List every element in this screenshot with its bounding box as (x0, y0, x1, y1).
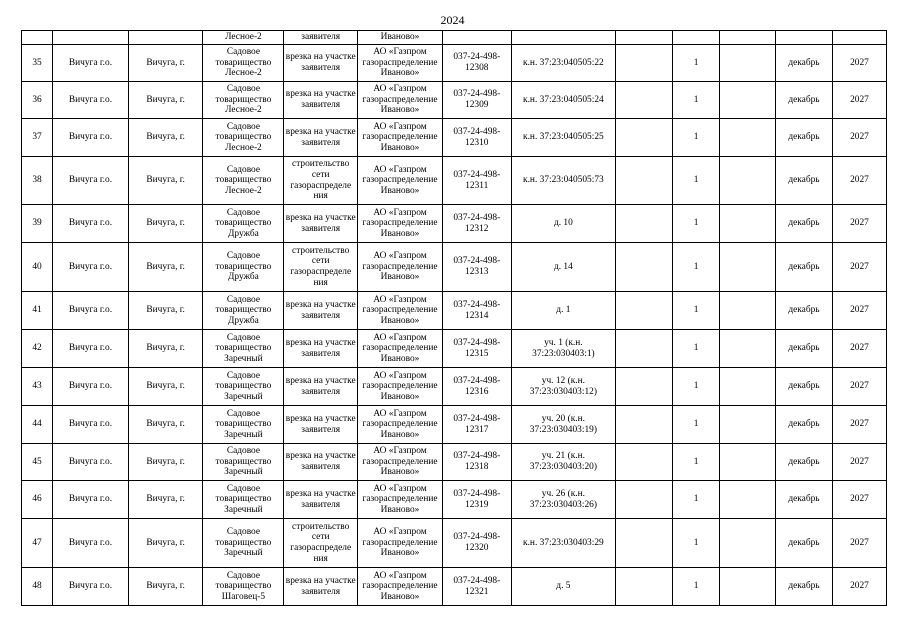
cell-quantity: 1 (673, 82, 720, 119)
cell-address: к.н. 37:23:040505:73 (511, 157, 616, 205)
cell-year: 2027 (832, 119, 886, 157)
cell-work-type: строительство сети газораспределе ния (284, 519, 358, 568)
cell-year: 2027 (832, 157, 886, 205)
cell-quantity: 1 (673, 157, 720, 205)
cell-quantity: 1 (673, 568, 720, 606)
cell-month: декабрь (775, 568, 832, 606)
cell-locality (128, 31, 203, 45)
cell-blank (616, 119, 673, 157)
cell-district: Вичуга г.о. (53, 82, 129, 119)
cell-locality: Вичуга, г. (128, 406, 203, 444)
cell-year: 2027 (832, 243, 886, 292)
cell-address: к.н. 37:23:030403:29 (511, 519, 616, 568)
cell-year: 2027 (832, 368, 886, 406)
cell-address: уч. 26 (к.н. 37:23:030403:26) (511, 481, 616, 519)
cell-district: Вичуга г.о. (53, 157, 129, 205)
cell-month: декабрь (775, 292, 832, 330)
cell-month: декабрь (775, 406, 832, 444)
cell-blank (719, 568, 775, 606)
cell-locality: Вичуга, г. (128, 205, 203, 243)
cell-address: уч. 20 (к.н. 37:23:030403:19) (511, 406, 616, 444)
cell-address: к.н. 37:23:040505:24 (511, 82, 616, 119)
cell-quantity: 1 (673, 481, 720, 519)
cell-district: Вичуга г.о. (53, 368, 129, 406)
cell-quantity: 1 (673, 444, 720, 481)
cell-object: Садовое товарищество Заречный (203, 330, 284, 368)
cell-year (832, 31, 886, 45)
cell-address: д. 10 (511, 205, 616, 243)
cell-work-type: врезка на участке заявителя (284, 568, 358, 606)
cell-quantity: 1 (673, 205, 720, 243)
cell-month: декабрь (775, 444, 832, 481)
cell-blank (616, 330, 673, 368)
table-row (22, 157, 887, 205)
cell-work-type: строительство сети газораспределе ния (284, 157, 358, 205)
cell-code: 037-24-498-12321 (443, 568, 511, 606)
cell-object: Садовое товарищество Шаговец-5 (203, 568, 284, 606)
cell-number: 44 (22, 406, 53, 444)
cell-year: 2027 (832, 292, 886, 330)
cell-number: 46 (22, 481, 53, 519)
cell-district: Вичуга г.о. (53, 243, 129, 292)
cell-blank (719, 45, 775, 82)
cell-blank (719, 519, 775, 568)
cell-object: Садовое товарищество Заречный (203, 481, 284, 519)
cell-blank (616, 406, 673, 444)
cell-blank (719, 481, 775, 519)
cell-locality: Вичуга, г. (128, 243, 203, 292)
cell-blank (616, 82, 673, 119)
cell-code: 037-24-498-12310 (443, 119, 511, 157)
cell-object: Садовое товарищество Лесное-2 (203, 119, 284, 157)
cell-locality: Вичуга, г. (128, 481, 203, 519)
cell-district: Вичуга г.о. (53, 568, 129, 606)
cell-object: Садовое товарищество Заречный (203, 368, 284, 406)
cell-quantity: 1 (673, 292, 720, 330)
cell-year: 2027 (832, 568, 886, 606)
cell-blank (719, 82, 775, 119)
cell-year: 2027 (832, 406, 886, 444)
table-row (22, 330, 887, 368)
cell-number: 36 (22, 82, 53, 119)
cell-organization: АО «Газпром газораспределение Иваново» (358, 157, 443, 205)
cell-address: уч. 21 (к.н. 37:23:030403:20) (511, 444, 616, 481)
cell-blank (616, 568, 673, 606)
cell-address: д. 14 (511, 243, 616, 292)
cell-organization: АО «Газпром газораспределение Иваново» (358, 205, 443, 243)
table-row (22, 119, 887, 157)
cell-number: 41 (22, 292, 53, 330)
cell-object: Садовое товарищество Лесное-2 (203, 82, 284, 119)
cell-code: 037-24-498-12314 (443, 292, 511, 330)
cell-blank (616, 292, 673, 330)
cell-object: Садовое товарищество Дружба (203, 243, 284, 292)
cell-code: 037-24-498-12313 (443, 243, 511, 292)
cell-number: 45 (22, 444, 53, 481)
table-row (22, 205, 887, 243)
cell-number: 48 (22, 568, 53, 606)
cell-code: 037-24-498-12312 (443, 205, 511, 243)
cell-district: Вичуга г.о. (53, 119, 129, 157)
table-row (22, 519, 887, 568)
table-row (22, 243, 887, 292)
cell-work-type: врезка на участке заявителя (284, 444, 358, 481)
cell-year: 2027 (832, 519, 886, 568)
cell-quantity: 1 (673, 119, 720, 157)
cell-address: д. 5 (511, 568, 616, 606)
cell-month: декабрь (775, 481, 832, 519)
table-row (22, 406, 887, 444)
table-row (22, 568, 887, 606)
cell-blank (616, 481, 673, 519)
cell-number: 38 (22, 157, 53, 205)
cell-month: декабрь (775, 119, 832, 157)
cell-organization: АО «Газпром газораспределение Иваново» (358, 119, 443, 157)
cell-blank (719, 157, 775, 205)
page-number: 2024 (440, 13, 465, 27)
cell-number: 43 (22, 368, 53, 406)
cell-organization: АО «Газпром газораспределение Иваново» (358, 45, 443, 82)
cell-blank (719, 243, 775, 292)
cell-locality: Вичуга, г. (128, 444, 203, 481)
cell-work-type: врезка на участке заявителя (284, 45, 358, 82)
cell-address (511, 31, 616, 45)
cell-work-type: заявителя (284, 31, 358, 45)
cell-organization: АО «Газпром газораспределение Иваново» (358, 243, 443, 292)
cell-year: 2027 (832, 330, 886, 368)
cell-number: 39 (22, 205, 53, 243)
cell-district: Вичуга г.о. (53, 481, 129, 519)
cell-number (22, 31, 53, 45)
cell-work-type: врезка на участке заявителя (284, 82, 358, 119)
cell-blank (616, 368, 673, 406)
cell-district: Вичуга г.о. (53, 444, 129, 481)
cell-organization: АО «Газпром газораспределение Иваново» (358, 292, 443, 330)
cell-blank (719, 205, 775, 243)
cell-work-type: врезка на участке заявителя (284, 330, 358, 368)
cell-blank (719, 444, 775, 481)
cell-number: 35 (22, 45, 53, 82)
cell-month: декабрь (775, 519, 832, 568)
cell-code: 037-24-498-12311 (443, 157, 511, 205)
table-row (22, 45, 887, 82)
cell-blank (616, 205, 673, 243)
cell-blank (616, 45, 673, 82)
cell-address: д. 1 (511, 292, 616, 330)
cell-object: Садовое товарищество Дружба (203, 292, 284, 330)
cell-month: декабрь (775, 330, 832, 368)
cell-work-type: строительство сети газораспределе ния (284, 243, 358, 292)
cell-year: 2027 (832, 45, 886, 82)
cell-code (443, 31, 511, 45)
cell-address: уч. 12 (к.н. 37:23:030403:12) (511, 368, 616, 406)
cell-locality: Вичуга, г. (128, 519, 203, 568)
data-table (21, 30, 887, 606)
cell-work-type: врезка на участке заявителя (284, 368, 358, 406)
cell-month: декабрь (775, 368, 832, 406)
cell-code: 037-24-498-12316 (443, 368, 511, 406)
cell-organization: АО «Газпром газораспределение Иваново» (358, 481, 443, 519)
cell-object: Садовое товарищество Лесное-2 (203, 45, 284, 82)
table-row (22, 31, 887, 45)
cell-blank (616, 157, 673, 205)
cell-quantity: 1 (673, 45, 720, 82)
cell-blank (616, 519, 673, 568)
cell-code: 037-24-498-12317 (443, 406, 511, 444)
cell-year: 2027 (832, 205, 886, 243)
cell-number: 40 (22, 243, 53, 292)
cell-blank (616, 31, 673, 45)
cell-district: Вичуга г.о. (53, 292, 129, 330)
cell-number: 37 (22, 119, 53, 157)
cell-blank (719, 292, 775, 330)
cell-year: 2027 (832, 444, 886, 481)
cell-month: декабрь (775, 243, 832, 292)
cell-year: 2027 (832, 481, 886, 519)
cell-code: 037-24-498-12309 (443, 82, 511, 119)
cell-blank (719, 406, 775, 444)
cell-work-type: врезка на участке заявителя (284, 481, 358, 519)
cell-blank (616, 243, 673, 292)
cell-object: Садовое товарищество Дружба (203, 205, 284, 243)
cell-object: Садовое товарищество Лесное-2 (203, 157, 284, 205)
cell-code: 037-24-498-12320 (443, 519, 511, 568)
cell-organization: АО «Газпром газораспределение Иваново» (358, 568, 443, 606)
cell-blank (719, 31, 775, 45)
cell-object: Садовое товарищество Заречный (203, 406, 284, 444)
table-row (22, 82, 887, 119)
cell-locality: Вичуга, г. (128, 292, 203, 330)
cell-object: Садовое товарищество Заречный (203, 444, 284, 481)
cell-quantity: 1 (673, 406, 720, 444)
cell-number: 47 (22, 519, 53, 568)
cell-locality: Вичуга, г. (128, 82, 203, 119)
cell-organization: АО «Газпром газораспределение Иваново» (358, 519, 443, 568)
cell-code: 037-24-498-12319 (443, 481, 511, 519)
cell-locality: Вичуга, г. (128, 330, 203, 368)
cell-district: Вичуга г.о. (53, 205, 129, 243)
cell-locality: Вичуга, г. (128, 45, 203, 82)
cell-locality: Вичуга, г. (128, 157, 203, 205)
cell-district: Вичуга г.о. (53, 406, 129, 444)
cell-address: к.н. 37:23:040505:25 (511, 119, 616, 157)
cell-work-type: врезка на участке заявителя (284, 406, 358, 444)
cell-organization: Иваново» (358, 31, 443, 45)
cell-month (775, 31, 832, 45)
cell-quantity: 1 (673, 368, 720, 406)
cell-code: 037-24-498-12315 (443, 330, 511, 368)
cell-number: 42 (22, 330, 53, 368)
cell-object: Лесное-2 (203, 31, 284, 45)
cell-code: 037-24-498-12308 (443, 45, 511, 82)
cell-month: декабрь (775, 157, 832, 205)
cell-blank (719, 119, 775, 157)
cell-quantity: 1 (673, 519, 720, 568)
cell-address: к.н. 37:23:040505:22 (511, 45, 616, 82)
cell-locality: Вичуга, г. (128, 568, 203, 606)
cell-district: Вичуга г.о. (53, 330, 129, 368)
cell-quantity (673, 31, 720, 45)
cell-locality: Вичуга, г. (128, 119, 203, 157)
cell-organization: АО «Газпром газораспределение Иваново» (358, 406, 443, 444)
cell-work-type: врезка на участке заявителя (284, 119, 358, 157)
cell-address: уч. 1 (к.н. 37:23:030403:1) (511, 330, 616, 368)
cell-year: 2027 (832, 82, 886, 119)
cell-organization: АО «Газпром газораспределение Иваново» (358, 368, 443, 406)
cell-blank (719, 330, 775, 368)
cell-object: Садовое товарищество Заречный (203, 519, 284, 568)
cell-work-type: врезка на участке заявителя (284, 205, 358, 243)
table-row (22, 368, 887, 406)
table-row (22, 481, 887, 519)
cell-organization: АО «Газпром газораспределение Иваново» (358, 82, 443, 119)
cell-locality: Вичуга, г. (128, 368, 203, 406)
cell-month: декабрь (775, 205, 832, 243)
table-row (22, 444, 887, 481)
cell-blank (719, 368, 775, 406)
cell-month: декабрь (775, 45, 832, 82)
cell-month: декабрь (775, 82, 832, 119)
cell-work-type: врезка на участке заявителя (284, 292, 358, 330)
cell-organization: АО «Газпром газораспределение Иваново» (358, 330, 443, 368)
cell-code: 037-24-498-12318 (443, 444, 511, 481)
table-row (22, 292, 887, 330)
cell-blank (616, 444, 673, 481)
cell-district (53, 31, 129, 45)
cell-quantity: 1 (673, 330, 720, 368)
cell-quantity: 1 (673, 243, 720, 292)
cell-organization: АО «Газпром газораспределение Иваново» (358, 444, 443, 481)
cell-district: Вичуга г.о. (53, 519, 129, 568)
cell-district: Вичуга г.о. (53, 45, 129, 82)
